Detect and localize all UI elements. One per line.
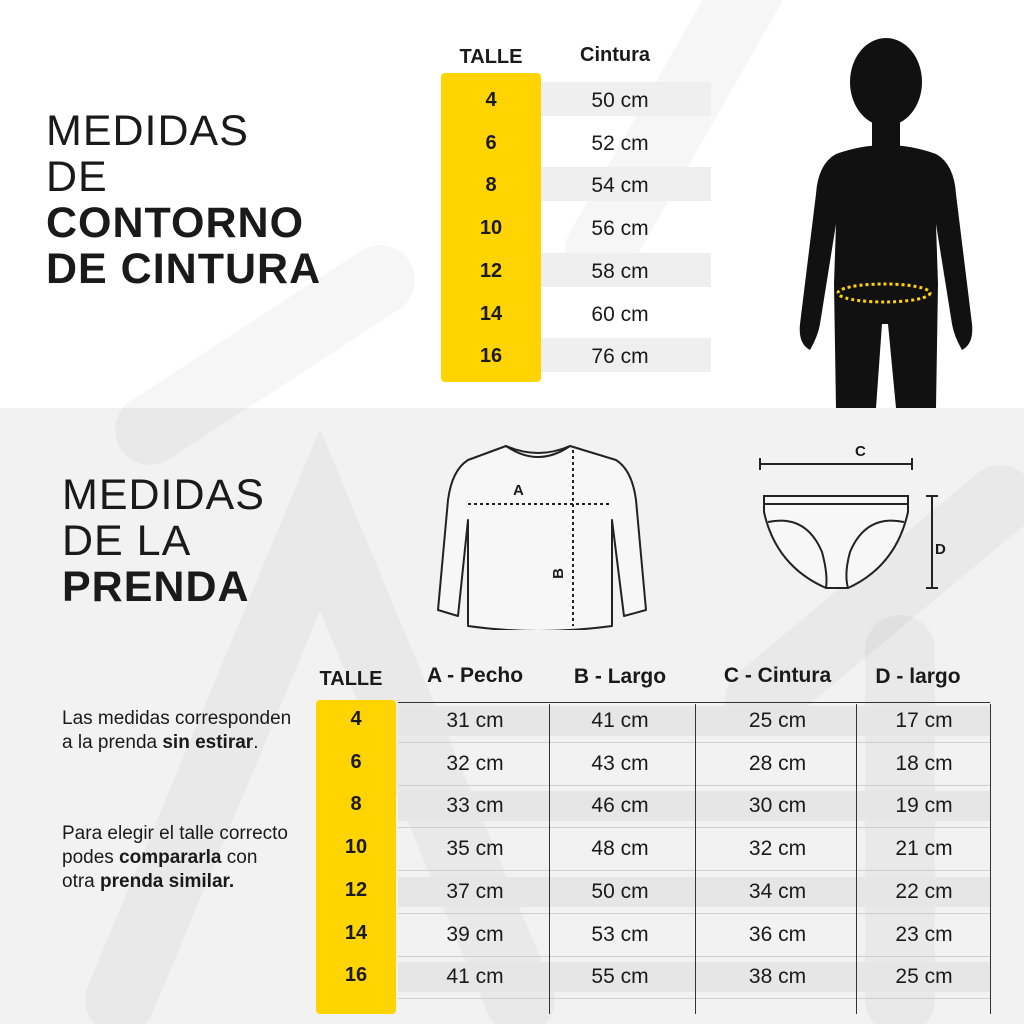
child-silhouette-icon bbox=[796, 24, 976, 408]
garment-cell-d: 19 cm bbox=[895, 794, 953, 818]
garment-cell-c: 34 cm bbox=[748, 879, 807, 903]
waist-title-line-1: MEDIDAS bbox=[46, 107, 249, 155]
waist-size-cell: 12 bbox=[479, 259, 503, 282]
note2-text-2: con otra bbox=[62, 847, 258, 892]
garment-title-line-3: PRENDA bbox=[62, 563, 250, 611]
waist-header-size: TALLE bbox=[459, 46, 523, 68]
waist-value-cell: 56 cm bbox=[591, 217, 649, 241]
diagram-label-b: B bbox=[549, 568, 567, 579]
waist-value-cell: 60 cm bbox=[591, 302, 649, 326]
garment-row-rule bbox=[398, 913, 990, 914]
garment-header-size: TALLE bbox=[319, 668, 383, 690]
garment-header-a: A - Pecho bbox=[426, 664, 524, 687]
garment-cell-d: 23 cm bbox=[895, 922, 953, 946]
garment-cell-c: 36 cm bbox=[748, 922, 807, 946]
table-divider-3 bbox=[856, 704, 857, 1014]
garment-cell-d: 21 cm bbox=[895, 837, 953, 861]
garment-cell-b: 55 cm bbox=[591, 965, 649, 989]
garment-row-rule bbox=[398, 827, 990, 828]
note1-text: Las medidas corresponden a la prenda bbox=[62, 708, 292, 753]
garment-cell-a: 32 cm bbox=[446, 751, 504, 775]
garment-cell-b: 46 cm bbox=[591, 794, 649, 818]
waist-size-cell: 8 bbox=[485, 174, 497, 197]
garment-cell-c: 32 cm bbox=[748, 837, 807, 861]
garment-header-c: C - Cintura bbox=[723, 664, 832, 687]
garment-size-cell: 4 bbox=[350, 708, 362, 730]
garment-cell-a: 41 cm bbox=[446, 965, 504, 989]
garment-cell-b: 43 cm bbox=[591, 751, 649, 775]
waist-value-cell: 76 cm bbox=[591, 345, 649, 369]
waist-title-line-4: DE CINTURA bbox=[46, 245, 322, 293]
garment-cell-c: 28 cm bbox=[748, 751, 807, 775]
garment-size-cell: 14 bbox=[344, 921, 368, 944]
garment-header-d: D - largo bbox=[875, 665, 961, 688]
waist-title-line-2: DE bbox=[46, 153, 108, 201]
garment-cell-c: 30 cm bbox=[748, 794, 807, 818]
waist-size-cell: 16 bbox=[479, 345, 503, 368]
waist-value-cell: 54 cm bbox=[591, 174, 649, 198]
note2-bold-1: compararla bbox=[119, 847, 222, 868]
diagram-label-c: C bbox=[855, 443, 866, 460]
garment-row-rule bbox=[398, 870, 990, 871]
garment-size-cell: 10 bbox=[344, 836, 368, 859]
garment-section-title bbox=[62, 472, 265, 610]
garment-cell-d: 17 cm bbox=[895, 709, 953, 732]
garment-size-cell: 16 bbox=[344, 964, 368, 987]
garment-cell-b: 48 cm bbox=[591, 837, 649, 861]
garment-title-line-2: DE LA bbox=[62, 517, 192, 565]
table-divider-1 bbox=[549, 704, 550, 1014]
waist-size-cell: 6 bbox=[485, 131, 497, 154]
garment-cell-a: 35 cm bbox=[446, 837, 504, 861]
note-sin-estirar bbox=[62, 707, 292, 755]
waist-value-cell: 52 cm bbox=[591, 131, 649, 155]
garment-row-rule bbox=[398, 742, 990, 743]
garment-cell-a: 31 cm bbox=[446, 709, 504, 732]
garment-header-b: B - Largo bbox=[573, 665, 667, 688]
garment-cell-b: 50 cm bbox=[591, 879, 649, 903]
waist-value-cell: 50 cm bbox=[591, 89, 649, 112]
diagram-label-a: A bbox=[513, 482, 524, 499]
garment-size-cell: 8 bbox=[350, 793, 362, 816]
garment-cell-a: 37 cm bbox=[446, 879, 504, 903]
garment-cell-d: 22 cm bbox=[895, 879, 953, 903]
garment-cell-a: 39 cm bbox=[446, 922, 504, 946]
waist-header-cintura: Cintura bbox=[580, 44, 650, 66]
table-header-rule bbox=[398, 702, 990, 703]
note1-bold: sin estirar bbox=[162, 732, 254, 753]
garment-title-line-1: MEDIDAS bbox=[62, 471, 265, 519]
garment-cell-c: 38 cm bbox=[748, 965, 807, 989]
waist-size-cell: 14 bbox=[479, 302, 503, 325]
garment-cell-d: 25 cm bbox=[895, 965, 953, 989]
garment-size-cell: 12 bbox=[344, 878, 368, 901]
waist-size-cell: 4 bbox=[485, 89, 497, 111]
note2-text-1: Para elegir el talle correcto podes bbox=[62, 823, 288, 868]
garment-row-rule bbox=[398, 956, 990, 957]
note2-bold-2: prenda similar. bbox=[100, 871, 235, 892]
garment-row-rule bbox=[398, 998, 990, 999]
waist-size-cell: 10 bbox=[479, 217, 503, 240]
long-sleeve-shirt-icon bbox=[436, 440, 656, 630]
garment-size-cell: 6 bbox=[350, 750, 362, 773]
garment-row-rule bbox=[398, 785, 990, 786]
table-divider-2 bbox=[695, 704, 696, 1014]
underwear-icon bbox=[756, 456, 942, 596]
waist-title-line-3: CONTORNO bbox=[46, 199, 305, 247]
garment-cell-d: 18 cm bbox=[895, 751, 953, 775]
waist-value-cell: 58 cm bbox=[591, 259, 649, 283]
garment-cell-a: 33 cm bbox=[446, 794, 504, 818]
garment-cell-c: 25 cm bbox=[748, 709, 807, 732]
table-divider-4 bbox=[990, 704, 991, 1014]
garment-cell-b: 41 cm bbox=[591, 709, 649, 732]
diagram-label-d: D bbox=[935, 541, 946, 558]
waist-section-title bbox=[46, 108, 321, 292]
note1-end: . bbox=[253, 732, 259, 753]
garment-cell-b: 53 cm bbox=[591, 922, 649, 946]
note-comparar bbox=[62, 822, 292, 894]
